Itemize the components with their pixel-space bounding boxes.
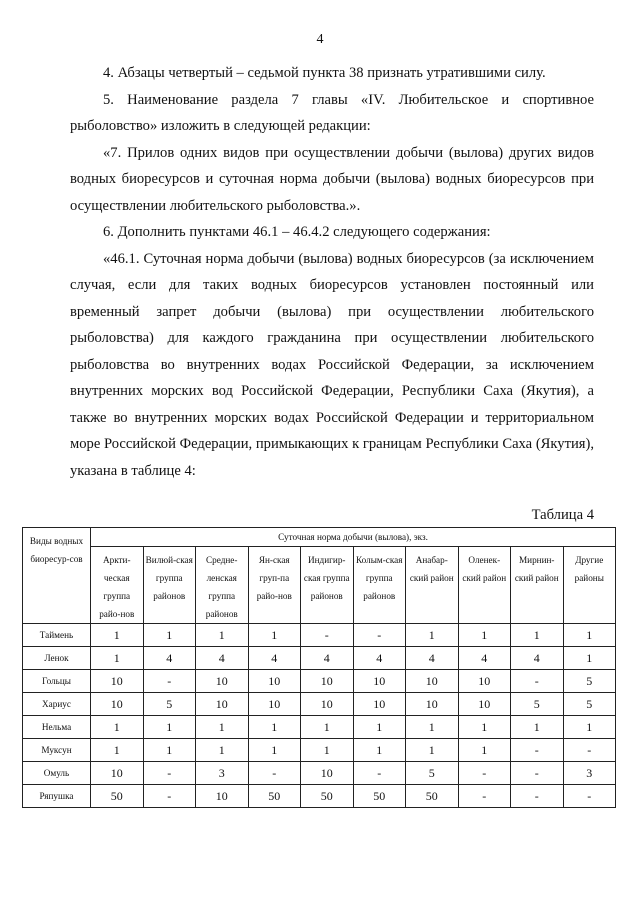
table-row: [23, 739, 616, 762]
norm-value-cell: 1: [301, 739, 354, 762]
norm-value-cell: 5: [406, 762, 459, 785]
norm-value-cell: -: [511, 739, 564, 762]
norm-value-cell: 1: [406, 624, 459, 647]
norm-value-cell: 4: [301, 647, 354, 670]
district-header-row: [23, 547, 616, 624]
norm-value-cell: 10: [458, 670, 511, 693]
norm-value-cell: -: [143, 670, 196, 693]
norm-value-cell: 1: [91, 624, 144, 647]
table-row: [23, 647, 616, 670]
norm-value-cell: 10: [248, 693, 301, 716]
norm-value-cell: 1: [458, 739, 511, 762]
norm-value-cell: 50: [301, 785, 354, 808]
table-row: [23, 670, 616, 693]
norm-value-cell: 1: [248, 624, 301, 647]
norm-value-cell: -: [353, 624, 406, 647]
district-column-header: Колым-ская группа районов: [353, 547, 406, 624]
norm-value-cell: 1: [563, 624, 616, 647]
table-row: [23, 693, 616, 716]
norm-value-cell: 50: [248, 785, 301, 808]
catch-norm-table: [22, 527, 616, 808]
norm-value-cell: -: [458, 762, 511, 785]
norm-value-cell: -: [353, 762, 406, 785]
norm-value-cell: 4: [458, 647, 511, 670]
norm-value-cell: -: [563, 785, 616, 808]
norm-value-cell: 10: [196, 670, 249, 693]
norm-value-cell: 1: [563, 716, 616, 739]
paragraph-item-46-1: «46.1. Суточная норма добычи (вылова) водных биоресурсов (за исключением случая, если для таких водных биоресурсов установлен постоянный или временный запрет добычи (вылова) при осуществлении любительского рыболовства) для каждого гражданина при осуществлении любительского рыболовства во внутренних водах Российской Федерации, за исключением внутренних морских вод Российской Федерации, Республики Саха (Якутия), а также во внутренних морских водах Российской Федерации и территориальном море Российской Федерации, примыкающих к границам Республики Саха (Якутия), указана в таблице 4:: [70, 250, 594, 479]
norm-value-cell: 1: [91, 716, 144, 739]
norm-value-cell: 10: [248, 670, 301, 693]
norm-value-cell: 10: [91, 693, 144, 716]
norm-value-cell: 4: [406, 647, 459, 670]
body-text: [70, 60, 594, 484]
norm-value-cell: 1: [143, 716, 196, 739]
norm-value-cell: 10: [458, 693, 511, 716]
norm-value-cell: 1: [196, 739, 249, 762]
norm-value-cell: 10: [196, 785, 249, 808]
norm-value-cell: 10: [91, 762, 144, 785]
table-row: [23, 785, 616, 808]
species-name-cell: Таймень: [23, 624, 91, 647]
norm-value-cell: 10: [91, 670, 144, 693]
norm-value-cell: 1: [143, 624, 196, 647]
norm-value-cell: 10: [406, 670, 459, 693]
norm-value-cell: 1: [301, 716, 354, 739]
norm-value-cell: 10: [353, 670, 406, 693]
norm-value-cell: 50: [91, 785, 144, 808]
norm-value-cell: 50: [406, 785, 459, 808]
norm-value-cell: 1: [248, 739, 301, 762]
district-column-header: Другие районы: [563, 547, 616, 624]
norm-value-cell: 3: [196, 762, 249, 785]
norm-value-cell: 10: [353, 693, 406, 716]
norm-value-cell: 10: [301, 762, 354, 785]
species-name-cell: Ленок: [23, 647, 91, 670]
norm-value-cell: -: [511, 670, 564, 693]
district-column-header: Индигир-ская группа районов: [301, 547, 354, 624]
norm-value-cell: 5: [563, 693, 616, 716]
norm-value-cell: 1: [406, 739, 459, 762]
district-column-header: Оленек-ский район: [458, 547, 511, 624]
norm-value-cell: 1: [196, 716, 249, 739]
norm-value-cell: 10: [301, 693, 354, 716]
norm-value-cell: 4: [143, 647, 196, 670]
norm-value-cell: -: [248, 762, 301, 785]
norm-value-cell: 1: [406, 716, 459, 739]
norm-value-cell: -: [511, 762, 564, 785]
norm-value-cell: 1: [143, 739, 196, 762]
norm-value-cell: -: [563, 739, 616, 762]
table-row: [23, 624, 616, 647]
norm-value-cell: 10: [196, 693, 249, 716]
norm-value-cell: 4: [511, 647, 564, 670]
district-column-header: Анабар-ский район: [406, 547, 459, 624]
norm-value-cell: 10: [301, 670, 354, 693]
paragraph-quote-section-7: «7. Прилов одних видов при осуществлении добычи (вылова) других видов водных биоресурсов и суточная норма добычи (вылова) водных биоресурсов при осуществлении любительского рыболовства.».: [70, 144, 594, 214]
norm-value-cell: 1: [353, 739, 406, 762]
norm-value-cell: 4: [196, 647, 249, 670]
paragraph-item-4: 4. Абзацы четвертый – седьмой пункта 38 признать утратившими силу.: [103, 65, 546, 81]
norm-value-cell: 1: [353, 716, 406, 739]
norm-value-cell: 1: [91, 739, 144, 762]
norm-value-cell: 1: [511, 716, 564, 739]
table-body: [23, 624, 616, 808]
norm-value-cell: 1: [196, 624, 249, 647]
norm-value-cell: -: [143, 762, 196, 785]
norm-value-cell: 1: [91, 647, 144, 670]
daily-norm-group-header: Суточная норма добычи (вылова), экз.: [91, 528, 616, 547]
species-name-cell: Нельма: [23, 716, 91, 739]
district-column-header: Аркти-ческая группа райо-нов: [91, 547, 144, 624]
norm-value-cell: 5: [563, 670, 616, 693]
species-column-header: Виды водных биоресур-сов: [23, 528, 91, 624]
norm-value-cell: -: [301, 624, 354, 647]
species-name-cell: Хариус: [23, 693, 91, 716]
species-name-cell: Муксун: [23, 739, 91, 762]
species-name-cell: Гольцы: [23, 670, 91, 693]
district-column-header: Вилюй-ская группа районов: [143, 547, 196, 624]
norm-value-cell: 4: [353, 647, 406, 670]
norm-value-cell: 5: [511, 693, 564, 716]
table-row: [23, 762, 616, 785]
norm-value-cell: 1: [563, 647, 616, 670]
paragraph-item-5: 5. Наименование раздела 7 главы «IV. Любительское и спортивное рыболовство» изложить в следующей редакции:: [70, 91, 594, 134]
norm-value-cell: 5: [143, 693, 196, 716]
species-name-cell: Омуль: [23, 762, 91, 785]
species-name-cell: Ряпушка: [23, 785, 91, 808]
paragraph-item-6: 6. Дополнить пунктами 46.1 – 46.4.2 следующего содержания:: [103, 224, 491, 240]
district-column-header: Мирнин-ский район: [511, 547, 564, 624]
district-column-header: Ян-ская груп-па райо-нов: [248, 547, 301, 624]
norm-value-cell: 1: [458, 716, 511, 739]
norm-value-cell: 1: [458, 624, 511, 647]
page-number: 4: [316, 32, 324, 47]
district-column-header: Средне-ленская группа районов: [196, 547, 249, 624]
norm-value-cell: 4: [248, 647, 301, 670]
table-row: [23, 716, 616, 739]
norm-value-cell: 3: [563, 762, 616, 785]
norm-value-cell: 1: [248, 716, 301, 739]
norm-value-cell: 10: [406, 693, 459, 716]
norm-value-cell: -: [143, 785, 196, 808]
table-caption: Таблица 4: [531, 507, 594, 523]
norm-value-cell: -: [458, 785, 511, 808]
norm-value-cell: -: [511, 785, 564, 808]
norm-value-cell: 50: [353, 785, 406, 808]
norm-value-cell: 1: [511, 624, 564, 647]
